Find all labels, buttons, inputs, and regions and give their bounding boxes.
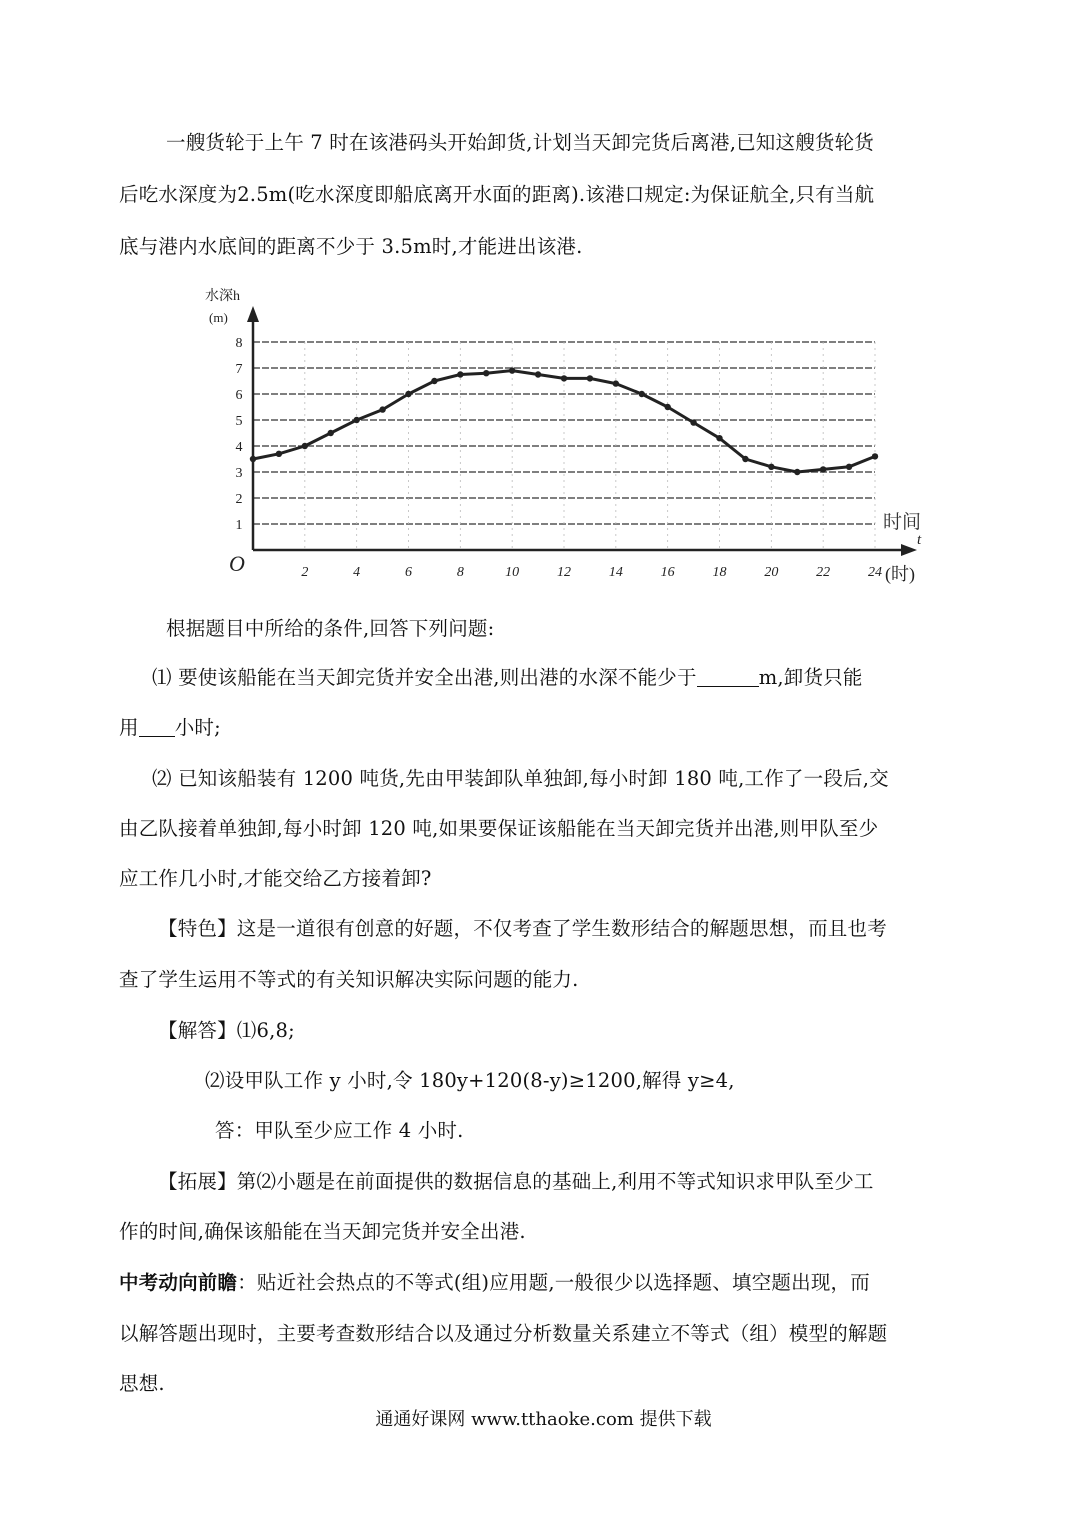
- x-tick-label: 8: [456, 565, 464, 580]
- data-point: [664, 404, 670, 410]
- data-point: [250, 456, 256, 462]
- x-axis-variable: t: [917, 532, 922, 548]
- y-tick-label: 4: [235, 440, 243, 455]
- question-2-line-3: 应工作几小时,才能交给乙方接着卸?: [119, 867, 432, 890]
- page-footer: 通通好课网 www.tthaoke.com 提供下载: [375, 1409, 712, 1430]
- extension-line-2: 作的时间,确保该船能在当天卸完货并安全出港.: [119, 1220, 526, 1243]
- data-point: [587, 375, 593, 381]
- outlook-line-2: 以解答题出现时，主要考查数形结合以及通过分析数量关系建立不等式（组）模型的解题: [119, 1322, 888, 1345]
- y-tick-label: 2: [235, 492, 243, 507]
- data-point: [820, 466, 826, 472]
- x-axis-unit: (时): [885, 564, 915, 584]
- outlook-line-3: 思想.: [119, 1372, 165, 1395]
- y-tick-labels: [236, 336, 243, 533]
- data-point: [431, 378, 437, 384]
- x-axis-arrow: [901, 544, 917, 556]
- intro-line-1: 一艘货轮于上午 7 时在该港码头开始卸货,计划当天卸完货后离港,已知这艘货轮货: [166, 131, 875, 154]
- question-1-blank-hours[interactable]: [139, 718, 175, 737]
- outlook-label: 中考动向前瞻: [119, 1271, 238, 1294]
- outlook-text-1: ：贴近社会热点的不等式(组)应用题,一般很少以选择题、填空题出现，而: [237, 1271, 870, 1294]
- answer-line-1: 【解答】⑴6,8;: [158, 1019, 295, 1042]
- x-tick-label: 10: [505, 565, 520, 580]
- y-axis-unit: (m): [209, 310, 228, 325]
- question-1-text-b: m,卸货只能: [758, 666, 863, 689]
- x-axis-label: 时间: [883, 512, 922, 533]
- data-point: [690, 419, 696, 425]
- y-tick-label: 5: [235, 414, 243, 429]
- y-axis-label: 水深h: [205, 289, 240, 304]
- question-1-line-1: [152, 666, 863, 690]
- data-point: [742, 456, 748, 462]
- data-point: [846, 464, 852, 470]
- water-depth-chart: [195, 278, 945, 603]
- y-axis-arrow: [247, 306, 259, 322]
- x-tick-label: 22: [816, 565, 831, 580]
- questions-lead: 根据题目中所给的条件,回答下列问题:: [166, 617, 495, 640]
- y-tick-label: 8: [235, 336, 243, 351]
- answer-line-2: ⑵设甲队工作 y 小时,令 180y+120(8-y)≥1200,解得 y≥4,: [205, 1069, 735, 1092]
- x-tick-label: 2: [301, 565, 309, 580]
- intro-line-2: 后吃水深度为2.5m(吃水深度即船底离开水面的距离).该港口规定:为保证航全,只有当航: [119, 183, 875, 206]
- data-point: [276, 451, 282, 457]
- data-point: [768, 464, 774, 470]
- data-point: [794, 469, 800, 475]
- y-tick-label: 6: [235, 388, 243, 403]
- y-tick-label: 3: [235, 466, 243, 481]
- outlook-line-1: [119, 1271, 870, 1295]
- question-1-text-d: 小时;: [174, 716, 221, 739]
- data-point: [561, 375, 567, 381]
- data-point: [405, 391, 411, 397]
- y-tick-label: 7: [235, 362, 243, 377]
- data-point: [353, 417, 359, 423]
- x-tick-label: 18: [712, 565, 727, 580]
- x-tick-label: 24: [868, 565, 882, 580]
- data-point: [509, 367, 515, 373]
- x-tick-label: 4: [353, 565, 361, 580]
- extension-line-1: 【拓展】第⑵小题是在前面提供的数据信息的基础上,利用不等式知识求甲队至少工: [158, 1170, 874, 1193]
- question-1-line-2: [119, 716, 221, 740]
- data-point: [535, 371, 541, 377]
- data-point: [457, 371, 463, 377]
- data-point: [302, 443, 308, 449]
- data-point: [639, 391, 645, 397]
- feature-line-2: 查了学生运用不等式的有关知识解决实际问题的能力.: [119, 968, 579, 991]
- intro-line-3: 底与港内水底间的距离不少于 3.5m时,才能进出该港.: [119, 235, 583, 258]
- question-1-text-a: ⑴ 要使该船能在当天卸完货并安全出港,则出港的水深不能少于: [152, 666, 697, 689]
- answer-line-3: 答：甲队至少应工作 4 小时.: [215, 1119, 464, 1142]
- y-tick-label: 1: [235, 518, 243, 533]
- question-2-line-2: 由乙队接着单独卸,每小时卸 120 吨,如果要保证该船能在当天卸完货并出港,则甲队至少: [119, 817, 879, 840]
- data-point: [716, 435, 722, 441]
- feature-line-1: 【特色】这是一道很有创意的好题，不仅考查了学生数形结合的解题思想，而且也考: [158, 917, 887, 940]
- data-point: [483, 370, 489, 376]
- question-2-line-1: ⑵ 已知该船装有 1200 吨货,先由甲装卸队单独卸,每小时卸 180 吨,工作了一段后,交: [152, 767, 889, 790]
- data-point: [872, 453, 878, 459]
- x-tick-labels: [301, 565, 882, 580]
- x-tick-label: 14: [608, 565, 623, 580]
- x-tick-label: 20: [764, 565, 779, 580]
- question-1-blank-depth[interactable]: [697, 668, 759, 687]
- x-tick-label: 16: [660, 565, 675, 580]
- chart-grid: [253, 342, 875, 550]
- question-1-text-c: 用: [119, 716, 139, 739]
- data-point: [328, 430, 334, 436]
- data-point: [379, 406, 385, 412]
- x-tick-label: 6: [405, 565, 412, 580]
- origin-label: O: [229, 551, 245, 576]
- data-point: [613, 380, 619, 386]
- x-tick-label: 12: [557, 565, 571, 580]
